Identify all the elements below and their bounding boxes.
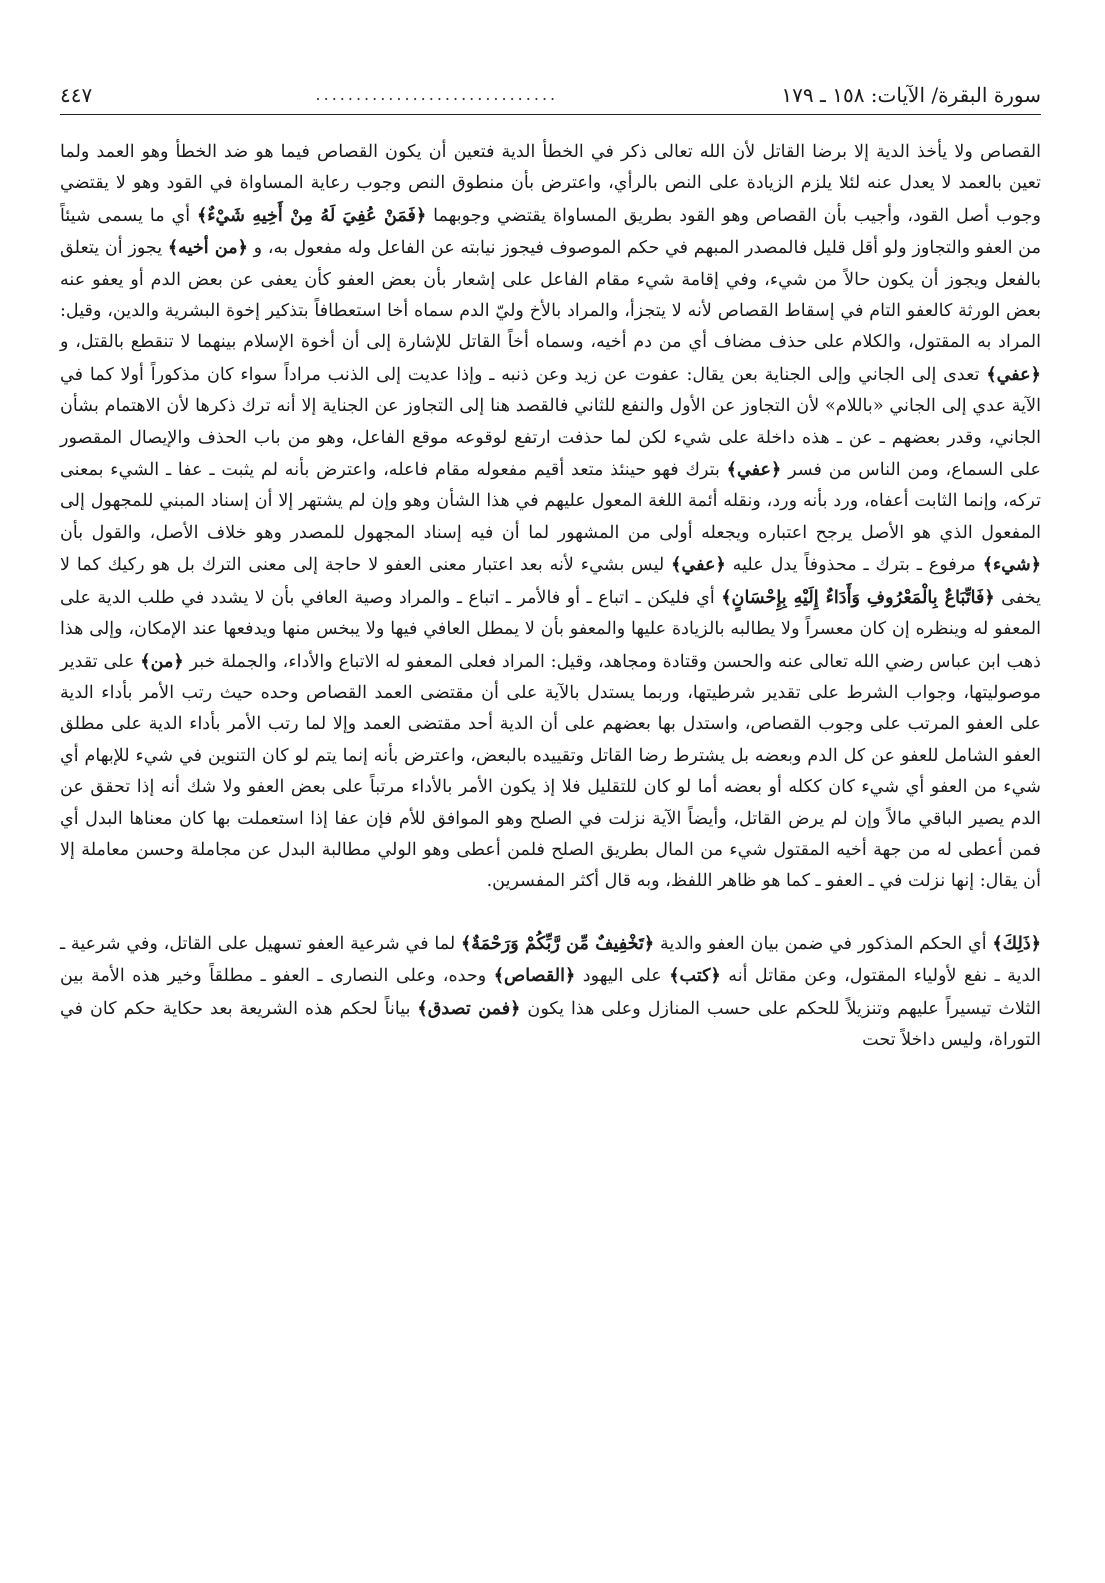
quran-citation: ﴿فَمَنْ عُفِيَ لَهُ مِنْ أَخِيهِ شَيْءٌ﴾ — [196, 204, 427, 226]
quran-citation: ﴿القصاص﴾ — [493, 965, 576, 987]
text-run: يجوز أن يتعلق بالفعل ويجوز أن يكون حالاً من شيء، وفي إقامة شيء مقام الفاعل على إشعار بأن بعض العفو كأن يعفى عن بعض الدم أو يعفو عنه بعض الورثة كالعفو التام في إسقاط القصاص لأنه لا يتجزأ، والمراد بالأخ وليّ الدم سماه أخا استعطافاً بتذكير إخوة البشرية والدين، وقيل: المراد به المقتول، والكلام على حذف مضاف أي من دم أخيه، وسماه أخاً القاتل للإشارة إلى أن أخوة الإسلام بينهما لا تنقطع بالقتل، و — [60, 238, 1041, 353]
paragraph — [60, 137, 1041, 898]
paragraph — [60, 928, 1041, 1057]
quran-citation: ﴿عفي﴾ — [726, 459, 782, 481]
text-run: وحده، وعلى النصارى ـ العفو ـ مطلقاً وخير هذه الأمة بين الثلاث تيسيراً عليهم وتنزيلاً للحكم على حسب المنازل وعلى هذا يكون — [60, 966, 1041, 1019]
text-run: أي الحكم المذكور في ضمن بيان العفو والدية — [654, 933, 993, 954]
quran-citation: ﴿من أخيه﴾ — [167, 237, 248, 259]
quran-citation: ﴿عفي﴾ — [671, 554, 726, 576]
quran-citation: ﴿فمن تصدق﴾ — [417, 997, 521, 1019]
page-number: ٤٤٧ — [60, 83, 93, 107]
quran-citation: ﴿كتب﴾ — [669, 965, 721, 987]
text-run: أي ما يسمى شيئاً من العفو والتجاوز ولو أقل قليل فالمصدر المبهم في حكم الموصوف فيجوز نيابته عن الفاعل وله مفعول به، و — [60, 205, 1041, 259]
text-run: القصاص ولا يأخذ الدية إلا برضا القاتل لأن الله تعالى ذكر في الخطأ الدية فتعين أن يكون القصاص فيما هو ضد الخطأ وهو العمد ولما تعين بالعمد لا يعدل عنه لئلا يلزم الزيادة على النص بالرأي، واعترض بأن منطوق النص وجوب رعاية المساواة في القود وهو لا يقتضي وجوب أصل القود، وأجيب بأن القصاص وهو القود بطريق المساواة يقتضي وجوبهما — [60, 142, 1042, 226]
text-run: بياناً لحكم هذه الشريعة بعد حكاية حكم كان في التوراة، وليس داخلاً تحت — [60, 998, 1041, 1050]
body-text — [60, 137, 1041, 1056]
quran-citation: ﴿شيء﴾ — [982, 554, 1041, 576]
dot-leader: .............................. — [315, 85, 559, 104]
quran-citation: ﴿من﴾ — [140, 650, 184, 672]
quran-citation: ﴿تَخْفِيفٌ مِّن رَّبِّكُمْ وَرَحْمَةٌ﴾ — [461, 932, 655, 954]
text-run: بترك فهو حينئذ متعد أقيم مفعوله مقام فاعله، واعترض بأنه لم يثبت ـ عفا ـ الشيء بمعنى تركه، وإنما الثابت أعفاه، ورد بأنه ورد، ونقله أئمة اللغة المعول عليهم في هذا الشأن وهو وإن لم يشتهر إلا أن إسناد المبني للمجهول إلى المفعول الذي هو الأصل يرجح اعتباره ويجعله أولى من المشهور لما أن فيه إسناد المجهول للمصدر وهو خلاف الأصل، والقول بأن — [60, 460, 1041, 543]
text-run: ليس بشيء لأنه بعد اعتبار معنى العفو لا حاجة إلى معنى الترك بل هو ركيك كما لا يخفى — [60, 555, 1041, 608]
text-run: لما في شرعية العفو تسهيل على القاتل، وفي شرعية ـ الدية ـ نفع لأولياء المقتول، وعن مقاتل أنه — [60, 933, 1041, 987]
running-header — [60, 70, 1041, 115]
text-run: مرفوع ـ بترك ـ محذوفاً يدل عليه — [725, 555, 983, 576]
quran-citation: ﴿ذَلِكَ﴾ — [992, 932, 1042, 954]
text-run: على تقدير موصوليتها، وجواب الشرط على تقدير شرطيتها، وربما يستدل بالآية على أن مقتضى العمد القصاص وحده حيث رتب الأمر بأداء الدية على العفو المرتب على وجوب القصاص، واستدل بها بعضهم على أن الدية أحد مقتضى العمد وإلا لما رتب الأمر بأداء الدية على مطلق العفو الشامل للعفو عن كل الدم وبعضه بل يشترط رضا القاتل وتقييده بالبعض، واعترض بأنه إنما يتم لو كان التنوين في شيء للإبهام أي شيء من العفو أي شيء كان ككله أو بعضه أما لو كان للتقليل فلا إذ يكون الأمر بالأداء مرتباً على بعض العفو ولا شك أنه إذا تحقق عن الدم يصير الباقي مالاً وإن لم يرض القاتل، وأيضاً الآية نزلت في الصلح وهو الموافق للأم فإن عفا إذا استعملت بها كان معناها البدل أي فمن أعطى له من جهة أخيه المقتول شيء من المال بطريق الصلح فلمن أعطى وهو الولي مطالبة البدل عن مجاملة وحسن معاملة إلا أن يقال: إنها نزلت في ـ العفو ـ كما هو ظاهر اللفظ، وبه قال أكثر المفسرين. — [60, 651, 1041, 892]
quran-citation: ﴿فَاتِّبَاعٌ بِالْمَعْرُوفِ وَأَدَاءٌ إِلَيْهِ بِإِحْسَانٍ﴾ — [721, 586, 995, 608]
text-run: على اليهود — [575, 966, 670, 987]
quran-citation: ﴿عفي﴾ — [986, 363, 1041, 385]
surah-title: سورة البقرة/ الآيات: ١٥٨ ـ ١٧٩ — [781, 83, 1041, 107]
text-run: أي فليكن ـ اتباع ـ أو فالأمر ـ اتباع ـ والمراد وصية العافي بأن لا يشدد في طلب الدية على المعفو له وينظره إن كان معسراً ولا يطالبه بالزيادة عليها والمعفو بأن لا يمطل العافي فيها ولا يبخس منها ويدفعها عند الإمكان، وإلى هذا ذهب ابن عباس رضي الله تعالى عنه والحسن وقتادة ومجاهد، وقيل: المراد فعلى المعفو له الاتباع والأداء، والجملة خبر — [60, 587, 1041, 672]
text-run: تعدى إلى الجاني وإلى الجناية بعن يقال: عفوت عن زيد وعن ذنبه ـ وإذا عديت إلى الذنب مراداً سواء كان مذكوراً أولا كما في الآية عدي إلى الجاني «باللام» لأن التجاوز عن الأول والنفع للثاني فالقصد هنا إلى التجاوز عن الجناية إلا أنه ترك ذكرها لأن الاهتمام بشأن الجاني، وقدر بعضهم ـ عن ـ هذه داخلة على شيء لكن لما حذفت ارتفع لوقوعه موقع الفاعل، وهو من باب الحذف والإيصال المقصور على السماع، ومن الناس من فسر — [60, 364, 1041, 481]
